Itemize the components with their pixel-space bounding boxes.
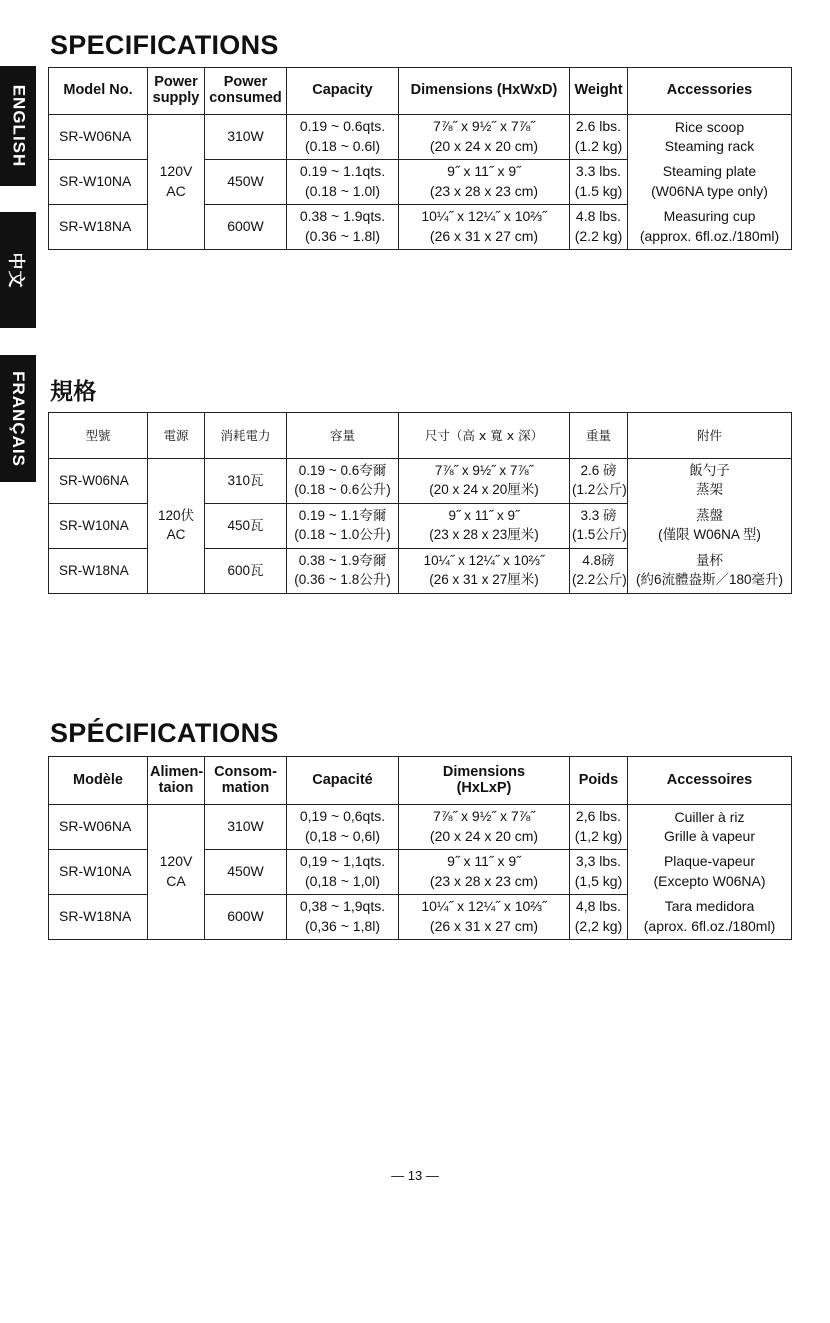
header-accessories bbox=[628, 413, 792, 459]
power-consumed-cell bbox=[205, 895, 287, 940]
accessory-item: 量杯 bbox=[696, 552, 723, 568]
header-text: 尺寸（高 x 寬 x 深） bbox=[424, 427, 544, 443]
heading-french: SPÉCIFICATIONS bbox=[50, 718, 279, 748]
capacity-value: 0,19 ~ 1,1qts. bbox=[299, 853, 386, 870]
header-capacity bbox=[287, 413, 399, 459]
power-supply-value: CA bbox=[166, 873, 186, 889]
header-text: supply bbox=[152, 90, 200, 106]
header-text: Accessories bbox=[666, 82, 753, 99]
dimensions-value: (26 x 31 x 27厘米) bbox=[429, 572, 539, 587]
power-consumed-value: 600W bbox=[227, 218, 264, 235]
model-number: SR-W18NA bbox=[59, 562, 129, 578]
header-text: Alimen- bbox=[150, 763, 204, 780]
header-power-consumed bbox=[205, 68, 287, 115]
accessory-item: Grille à vapeur bbox=[663, 828, 756, 845]
accessory-item: Tara medidora bbox=[664, 898, 755, 915]
dimensions-value: (26 x 31 x 27 cm) bbox=[429, 918, 539, 934]
accessory-item: 蒸架 bbox=[696, 482, 723, 498]
weight-value: 2,6 lbs. bbox=[575, 808, 622, 825]
model-cell bbox=[49, 504, 148, 549]
model-number: SR-W10NA bbox=[59, 863, 132, 880]
dimensions-cell bbox=[399, 850, 570, 895]
header-text: Capacité bbox=[312, 771, 373, 788]
capacity-value: 0.38 ~ 1.9夸爾 bbox=[298, 553, 387, 569]
capacity-cell bbox=[287, 895, 399, 940]
weight-cell bbox=[570, 549, 628, 594]
model-number: SR-W06NA bbox=[59, 818, 132, 835]
dimensions-cell bbox=[399, 115, 570, 160]
capacity-value: 0,19 ~ 0,6qts. bbox=[299, 808, 386, 825]
power-consumed-cell bbox=[205, 115, 287, 160]
capacity-cell bbox=[287, 115, 399, 160]
weight-value: (2.2 kg) bbox=[574, 228, 623, 244]
header-row bbox=[49, 68, 792, 115]
accessories-cell bbox=[628, 805, 792, 850]
header-power-consumed bbox=[205, 757, 287, 805]
model-number: SR-W18NA bbox=[59, 908, 132, 925]
spec-table-english bbox=[48, 67, 792, 250]
power-supply-value: AC bbox=[166, 527, 186, 542]
header-text: 附件 bbox=[696, 427, 722, 443]
accessory-item: Steaming rack bbox=[664, 138, 755, 155]
header-row bbox=[49, 757, 792, 805]
dimensions-cell bbox=[399, 805, 570, 850]
weight-cell bbox=[570, 504, 628, 549]
weight-value: 3.3 lbs. bbox=[575, 163, 622, 180]
accessory-item: Measuring cup bbox=[663, 208, 756, 225]
power-supply-value: 120伏 bbox=[157, 508, 195, 524]
power-consumed-value: 600瓦 bbox=[227, 562, 264, 578]
table-row bbox=[49, 805, 792, 850]
dimensions-value: 7⅞˝ x 9½˝ x 7⅞˝ bbox=[434, 463, 534, 479]
capacity-value: (0.36 ~ 1.8l) bbox=[304, 228, 381, 244]
capacity-cell bbox=[287, 160, 399, 205]
header-text: 型號 bbox=[85, 427, 111, 443]
model-cell bbox=[49, 205, 148, 250]
capacity-value: (0.36 ~ 1.8公升) bbox=[294, 572, 391, 587]
power-consumed-cell bbox=[205, 549, 287, 594]
header-text: Poids bbox=[578, 771, 619, 788]
dimensions-value: (20 x 24 x 20 cm) bbox=[429, 828, 539, 844]
accessories-cell bbox=[628, 504, 792, 549]
weight-value: 4.8 lbs. bbox=[575, 208, 622, 225]
power-consumed-value: 450W bbox=[227, 173, 264, 190]
table-row bbox=[49, 115, 792, 160]
dimensions-value: (26 x 31 x 27 cm) bbox=[429, 228, 539, 244]
accessory-item: (approx. 6fl.oz./180ml) bbox=[639, 227, 780, 244]
header-accessories bbox=[628, 68, 792, 115]
weight-cell bbox=[570, 459, 628, 504]
power-consumed-value: 600W bbox=[227, 908, 264, 925]
power-consumed-value: 310W bbox=[227, 128, 264, 145]
header-text: consumed bbox=[209, 90, 282, 106]
power-consumed-cell bbox=[205, 805, 287, 850]
model-cell bbox=[49, 115, 148, 160]
dimensions-value: 9˝ x 11˝ x 9˝ bbox=[448, 508, 520, 524]
model-cell bbox=[49, 549, 148, 594]
weight-value: (1.2公斤) bbox=[572, 482, 627, 497]
header-text: 電源 bbox=[163, 427, 189, 443]
dimensions-value: 7⅞˝ x 9½˝ x 7⅞˝ bbox=[433, 808, 535, 825]
dimensions-value: (20 x 24 x 20厘米) bbox=[429, 482, 539, 497]
model-cell bbox=[49, 850, 148, 895]
accessory-item: (僅限 W06NA 型) bbox=[658, 527, 761, 542]
capacity-cell bbox=[287, 205, 399, 250]
capacity-value: 0,38 ~ 1,9qts. bbox=[299, 898, 386, 915]
weight-cell bbox=[570, 895, 628, 940]
capacity-value: (0.18 ~ 1.0公升) bbox=[294, 527, 391, 542]
dimensions-value: (23 x 28 x 23 cm) bbox=[429, 873, 539, 889]
page-number: — 13 — bbox=[391, 1168, 439, 1183]
power-consumed-value: 450W bbox=[227, 863, 264, 880]
capacity-value: (0.18 ~ 0.6l) bbox=[304, 138, 381, 154]
dimensions-value: (23 x 28 x 23 cm) bbox=[429, 183, 539, 199]
header-dimensions bbox=[399, 413, 570, 459]
tab-english bbox=[0, 66, 36, 186]
power-consumed-cell bbox=[205, 160, 287, 205]
model-cell bbox=[49, 160, 148, 205]
capacity-value: (0.18 ~ 0.6公升) bbox=[294, 482, 391, 497]
capacity-cell bbox=[287, 504, 399, 549]
tab-french bbox=[0, 355, 36, 482]
tab-chinese bbox=[0, 212, 36, 328]
power-consumed-value: 310瓦 bbox=[227, 472, 264, 488]
power-consumed-value: 450瓦 bbox=[227, 517, 264, 533]
accessory-item: Cuiller à riz bbox=[674, 808, 745, 825]
header-text: Modèle bbox=[73, 771, 123, 788]
capacity-value: (0,18 ~ 1,0l) bbox=[304, 873, 381, 889]
spec-table-french bbox=[48, 756, 792, 940]
power-consumed-cell bbox=[205, 504, 287, 549]
weight-cell bbox=[570, 205, 628, 250]
model-cell bbox=[49, 459, 148, 504]
tab-english-label: ENGLISH bbox=[9, 84, 28, 168]
capacity-cell bbox=[287, 549, 399, 594]
weight-cell bbox=[570, 115, 628, 160]
header-text: 重量 bbox=[585, 427, 611, 443]
header-model bbox=[49, 413, 148, 459]
table-row bbox=[49, 459, 792, 504]
header-text: Power bbox=[154, 74, 198, 91]
dimensions-cell bbox=[399, 160, 570, 205]
accessory-item: (Excepto W06NA) bbox=[653, 873, 766, 889]
power-supply-cell bbox=[148, 459, 205, 594]
tab-chinese-label: 中文 bbox=[6, 252, 26, 288]
header-model bbox=[49, 757, 148, 805]
dimensions-cell bbox=[399, 205, 570, 250]
header-model bbox=[49, 68, 148, 115]
capacity-value: 0.38 ~ 1.9qts. bbox=[299, 208, 386, 225]
header-text: Weight bbox=[574, 82, 623, 99]
header-weight bbox=[570, 68, 628, 115]
accessory-item: 飯勺子 bbox=[689, 463, 730, 479]
header-row bbox=[49, 413, 792, 459]
header-text: Power bbox=[223, 74, 268, 91]
model-number: SR-W06NA bbox=[59, 128, 132, 145]
weight-value: (1,5 kg) bbox=[574, 873, 623, 889]
accessory-item: (約6流體盎斯／180毫升) bbox=[635, 571, 784, 587]
header-accessories bbox=[628, 757, 792, 805]
power-supply-cell bbox=[148, 805, 205, 940]
tab-french-label: FRANÇAIS bbox=[9, 370, 28, 467]
weight-value: (1.2 kg) bbox=[574, 138, 623, 154]
header-text: 容量 bbox=[329, 427, 355, 443]
power-consumed-cell bbox=[205, 850, 287, 895]
header-text: taion bbox=[158, 779, 194, 796]
header-capacity bbox=[287, 68, 399, 115]
weight-cell bbox=[570, 850, 628, 895]
weight-value: 4,8 lbs. bbox=[575, 898, 622, 915]
weight-value: 2.6 lbs. bbox=[575, 118, 622, 135]
power-supply-value: AC bbox=[166, 183, 186, 199]
header-text: Dimensions bbox=[442, 763, 526, 780]
capacity-cell bbox=[287, 459, 399, 504]
weight-cell bbox=[570, 805, 628, 850]
header-text: 消耗電力 bbox=[220, 427, 271, 443]
header-dimensions bbox=[399, 68, 570, 115]
header-power-consumed bbox=[205, 413, 287, 459]
weight-value: 3,3 lbs. bbox=[575, 853, 622, 870]
capacity-cell bbox=[287, 805, 399, 850]
dimensions-value: 10¼˝ x 12¼˝ x 10⅔˝ bbox=[421, 208, 547, 225]
dimensions-value: (20 x 24 x 20 cm) bbox=[429, 138, 539, 154]
capacity-value: (0,18 ~ 0,6l) bbox=[304, 828, 381, 844]
accessory-item: Rice scoop bbox=[674, 118, 745, 135]
capacity-value: (0.18 ~ 1.0l) bbox=[304, 183, 381, 199]
weight-value: 4.8磅 bbox=[582, 553, 615, 569]
header-text: Model No. bbox=[63, 82, 133, 99]
dimensions-value: 10¼˝ x 12¼˝ x 10⅔˝ bbox=[423, 553, 545, 569]
dimensions-cell bbox=[399, 895, 570, 940]
weight-value: (1,2 kg) bbox=[574, 828, 623, 844]
accessory-item: (aprox. 6fl.oz./180ml) bbox=[643, 917, 776, 934]
accessories-cell bbox=[628, 115, 792, 160]
dimensions-value: 7⅞˝ x 9½˝ x 7⅞˝ bbox=[433, 118, 535, 135]
accessories-cell bbox=[628, 895, 792, 940]
header-weight bbox=[570, 413, 628, 459]
header-power-supply bbox=[148, 413, 205, 459]
accessory-item: (W06NA type only) bbox=[651, 183, 768, 199]
model-number: SR-W10NA bbox=[59, 517, 129, 533]
power-supply-value: 120V bbox=[159, 853, 193, 870]
accessory-item: Steaming plate bbox=[662, 163, 757, 180]
dimensions-value: 9˝ x 11˝ x 9˝ bbox=[447, 163, 521, 180]
header-text: (HxLxP) bbox=[456, 779, 512, 796]
weight-cell bbox=[570, 160, 628, 205]
capacity-cell bbox=[287, 850, 399, 895]
weight-value: (1.5 kg) bbox=[574, 183, 623, 199]
heading-english: SPECIFICATIONS bbox=[50, 30, 279, 60]
model-cell bbox=[49, 895, 148, 940]
dimensions-value: 10¼˝ x 12¼˝ x 10⅔˝ bbox=[421, 898, 547, 915]
header-power-supply bbox=[148, 757, 205, 805]
header-dimensions bbox=[399, 757, 570, 805]
power-supply-value: 120V bbox=[159, 163, 193, 180]
weight-value: 2.6 磅 bbox=[580, 463, 617, 479]
accessories-cell bbox=[628, 549, 792, 594]
header-capacity bbox=[287, 757, 399, 805]
capacity-value: 0.19 ~ 1.1qts. bbox=[299, 163, 386, 180]
spec-table-chinese bbox=[48, 412, 792, 594]
header-text: Capacity bbox=[312, 82, 373, 99]
header-text: Consom- bbox=[214, 763, 277, 780]
dimensions-cell bbox=[399, 504, 570, 549]
capacity-value: 0.19 ~ 1.1夸爾 bbox=[298, 508, 387, 524]
accessory-item: Plaque-vapeur bbox=[663, 853, 756, 870]
power-supply-cell bbox=[148, 115, 205, 250]
header-text: Accessoires bbox=[666, 771, 753, 788]
dimensions-value: 9˝ x 11˝ x 9˝ bbox=[447, 853, 521, 870]
model-number: SR-W06NA bbox=[59, 472, 129, 488]
weight-value: (2,2 kg) bbox=[574, 918, 623, 934]
power-consumed-cell bbox=[205, 459, 287, 504]
heading-chinese: 規格 bbox=[50, 379, 97, 405]
model-number: SR-W18NA bbox=[59, 218, 132, 235]
weight-value: 3.3 磅 bbox=[580, 508, 617, 524]
header-text: mation bbox=[221, 779, 270, 796]
dimensions-cell bbox=[399, 459, 570, 504]
accessory-item: 蒸盤 bbox=[696, 508, 723, 524]
header-power-supply bbox=[148, 68, 205, 115]
header-weight bbox=[570, 757, 628, 805]
accessories-cell bbox=[628, 205, 792, 250]
capacity-value: (0,36 ~ 1,8l) bbox=[304, 918, 381, 934]
dimensions-cell bbox=[399, 549, 570, 594]
weight-value: (2.2公斤) bbox=[572, 572, 627, 587]
capacity-value: 0.19 ~ 0.6qts. bbox=[299, 118, 386, 135]
capacity-value: 0.19 ~ 0.6夸爾 bbox=[298, 463, 387, 479]
model-cell bbox=[49, 805, 148, 850]
header-text: Dimensions (HxWxD) bbox=[410, 82, 558, 99]
weight-value: (1.5公斤) bbox=[572, 527, 627, 542]
power-consumed-cell bbox=[205, 205, 287, 250]
dimensions-value: (23 x 28 x 23厘米) bbox=[429, 527, 539, 542]
accessories-cell bbox=[628, 850, 792, 895]
model-number: SR-W10NA bbox=[59, 173, 132, 190]
power-consumed-value: 310W bbox=[227, 818, 264, 835]
accessories-cell bbox=[628, 160, 792, 205]
accessories-cell bbox=[628, 459, 792, 504]
